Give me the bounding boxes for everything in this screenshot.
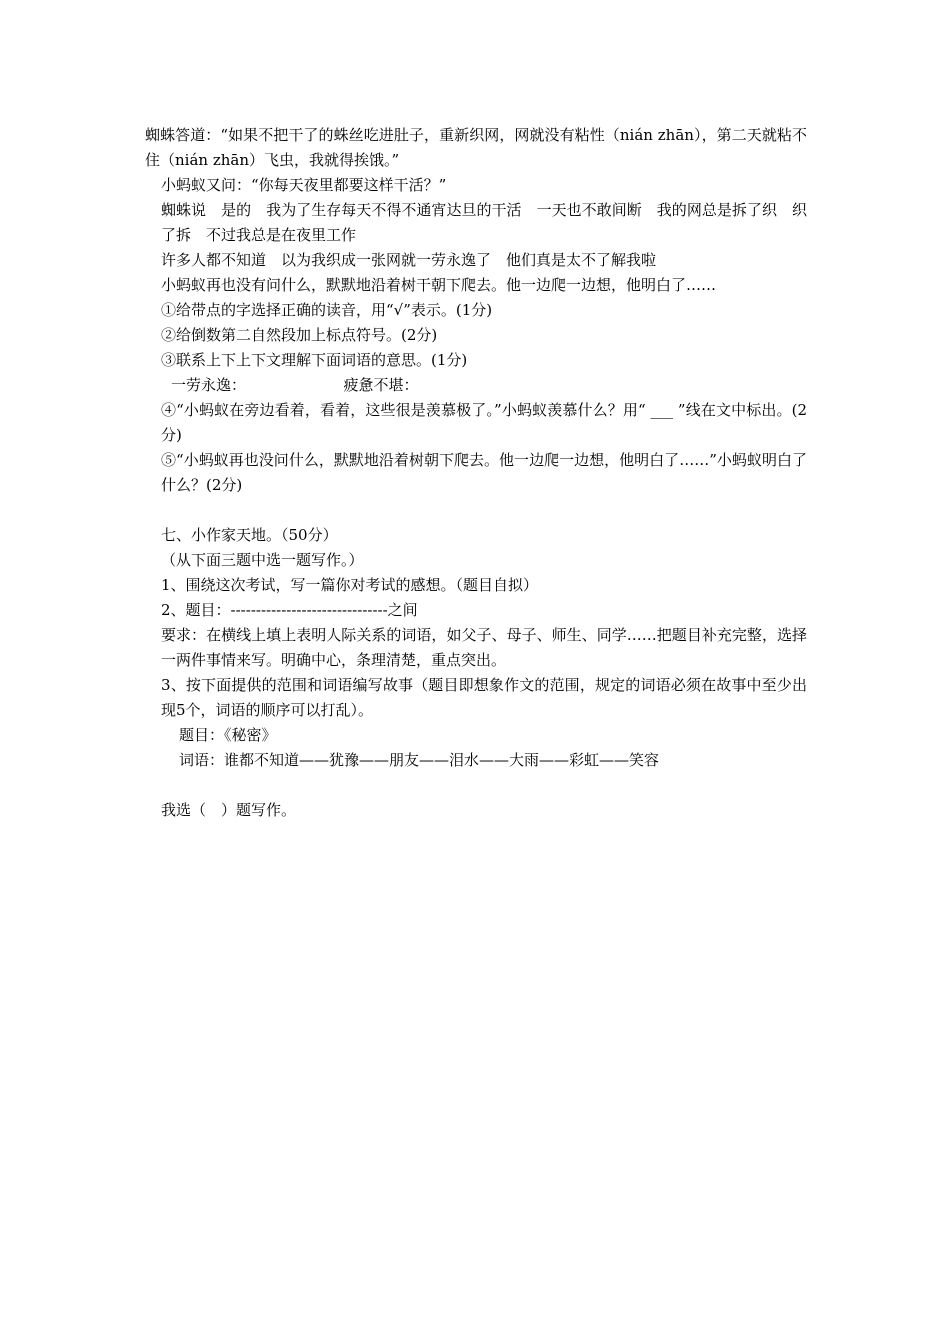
story-paragraph-3: 蜘蛛说 是的 我为了生存每天不得不通宵达旦的干活 一天也不敢间断 我的网总是拆了织 织了拆 不过我总是在夜里工作 <box>161 201 807 244</box>
question-3: ③联系上下上下文理解下面词语的意思。(1分) <box>161 351 468 369</box>
writing-option-1: 1、围绕这次考试，写一篇你对考试的感想。（题目自拟） <box>161 576 539 594</box>
choice-spacer <box>145 773 807 798</box>
section-7-heading: 七、小作家天地。（50分） <box>161 526 338 544</box>
section-7-instruction: （从下面三题中选一题写作。） <box>161 551 364 569</box>
writing-option-2: 2、题目：-------------------------------之间 <box>161 601 418 619</box>
question-1: ①给带点的字选择正确的读音，用“√”表示。(1分) <box>161 301 493 319</box>
story-paragraph-2: 小蚂蚁又问：“你每天夜里都要这样干活？” <box>161 176 447 194</box>
question-3-terms: 一劳永逸： 疲惫不堪： <box>171 376 419 394</box>
writing-option-3-title: 题目：《秘密》 <box>179 726 277 744</box>
writing-option-3: 3、按下面提供的范围和词语编写故事（题目即想象作文的范围，规定的词语必须在故事中至少出现5个，词语的顺序可以打乱）。 <box>161 676 807 719</box>
question-5: ⑤“小蚂蚁再也没问什么，默默地沿着树朝下爬去。他一边爬一边想，他明白了……”小蚂蚁明白了什么？(2分) <box>161 451 807 494</box>
writing-option-2-requirement: 要求：在横线上填上表明人际关系的词语，如父子、母子、师生、同学……把题目补充完整，选择一两件事情来写。明确中心，条理清楚，重点突出。 <box>161 626 807 669</box>
writing-choice-line: 我选（ ）题写作。 <box>161 801 297 819</box>
writing-option-3-words: 词语：谁都不知道——犹豫——朋友——泪水——大雨——彩虹——笑容 <box>179 751 660 769</box>
question-4: ④“小蚂蚁在旁边看着，看着，这些很是羡慕极了。”小蚂蚁羡慕什么？用“ ___ ”线在文中标出。(2分) <box>161 401 807 444</box>
story-paragraph-1: 蜘蛛答道：“如果不把干了的蛛丝吃进肚子，重新织网，网就没有粘性（nián zhān），第二天就粘不住（nián zhān）飞虫，我就得挨饿。” <box>145 126 807 169</box>
section-spacer <box>145 498 807 523</box>
story-paragraph-4: 许多人都不知道 以为我织成一张网就一劳永逸了 他们真是太不了解我啦 <box>161 251 657 269</box>
document-body <box>145 123 807 823</box>
question-2: ②给倒数第二自然段加上标点符号。(2分) <box>161 326 438 344</box>
story-paragraph-5: 小蚂蚁再也没有问什么，默默地沿着树干朝下爬去。他一边爬一边想，他明白了…… <box>161 276 717 294</box>
